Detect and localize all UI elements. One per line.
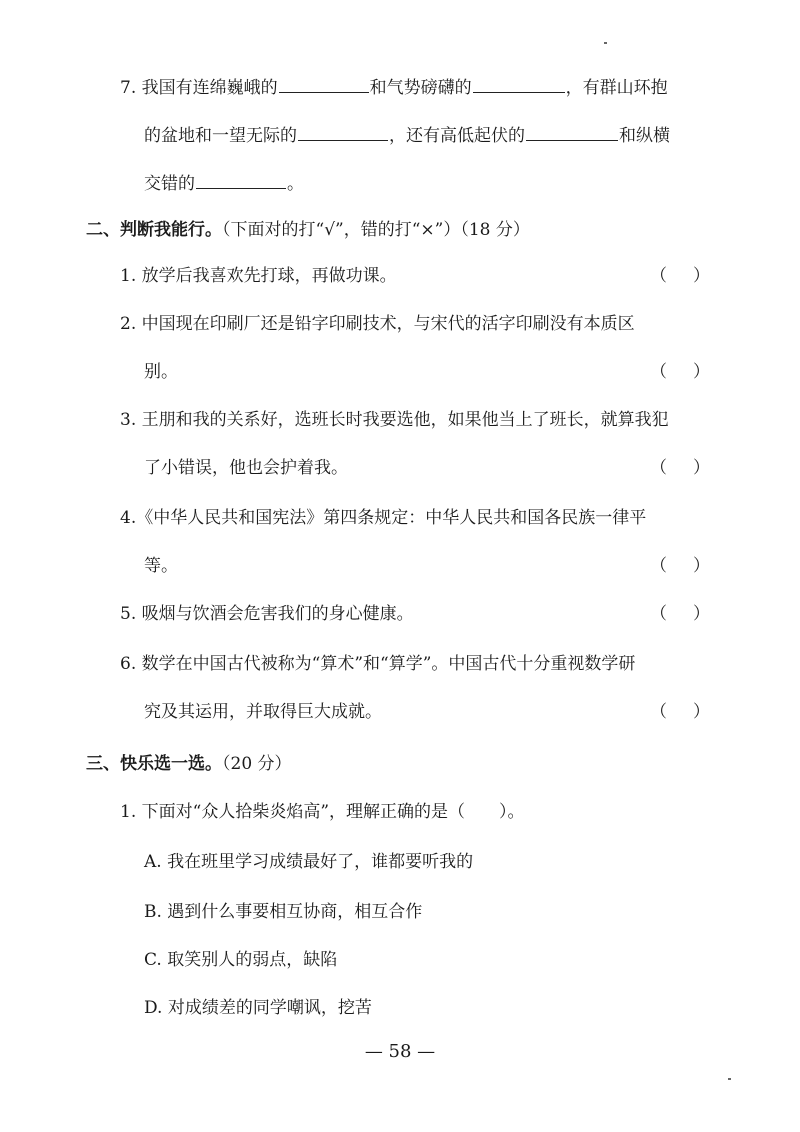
answer-paren[interactable]: （） xyxy=(650,702,736,722)
answer-paren[interactable]: （） xyxy=(650,362,736,382)
q7-text: 交错的 xyxy=(144,174,195,194)
q7-line-2 xyxy=(144,122,670,148)
fill-blank[interactable] xyxy=(526,122,618,141)
section-2-note: （下面对的打“√”，错的打“×”）（18 分） xyxy=(222,220,530,240)
q7-line-3 xyxy=(144,170,304,196)
q7-text: ，还有高低起伏的 xyxy=(389,126,525,146)
section-3-title: 三、快乐选一选。 xyxy=(86,754,222,774)
judge-item-4: 4.《中华人民共和国宪法》第四条规定：中华人民共和国各民族一律平 xyxy=(120,508,647,528)
judge-item-2: 2. 中国现在印刷厂还是铅字印刷技术，与宋代的活字印刷没有本质区 xyxy=(120,314,635,334)
judge-item-2-cont: 别。 xyxy=(144,362,178,382)
scan-speck xyxy=(728,1078,731,1080)
fill-blank[interactable] xyxy=(298,122,388,141)
section-2-title: 二、判断我能行。 xyxy=(86,220,222,240)
fill-blank[interactable] xyxy=(196,170,286,189)
judge-item-6: 6. 数学在中国古代被称为“算术”和“算学”。中国古代十分重视数学研 xyxy=(120,654,636,674)
judge-item-4-cont: 等。 xyxy=(144,556,178,576)
judge-item-6-cont: 究及其运用，并取得巨大成就。 xyxy=(144,702,382,722)
q7-text: 7. 我国有连绵巍峨的 xyxy=(120,78,278,98)
section-2-heading xyxy=(86,218,530,242)
q7-text: 和气势磅礴的 xyxy=(369,78,472,98)
choice-option-a[interactable]: A. 我在班里学习成绩最好了，谁都要听我的 xyxy=(144,852,474,872)
answer-paren[interactable]: （） xyxy=(650,556,736,576)
q7-text: 的盆地和一望无际的 xyxy=(144,126,297,146)
page-number: — 58 — xyxy=(364,1041,436,1062)
fill-blank[interactable] xyxy=(279,74,369,93)
q7-line-1 xyxy=(120,74,668,100)
choice-question-stem: 1. 下面对“众人拾柴炎焰高”，理解正确的是（ ）。 xyxy=(120,802,525,822)
choice-option-b[interactable]: B. 遇到什么事要相互协商，相互合作 xyxy=(144,902,423,922)
choice-option-c[interactable]: C. 取笑别人的弱点，缺陷 xyxy=(144,950,338,970)
judge-item-1: 1. 放学后我喜欢先打球，再做功课。 xyxy=(120,266,397,286)
q7-text: 和纵横 xyxy=(619,126,670,146)
answer-paren[interactable]: （） xyxy=(650,604,736,624)
answer-paren[interactable]: （） xyxy=(650,458,736,478)
judge-item-5: 5. 吸烟与饮酒会危害我们的身心健康。 xyxy=(120,604,414,624)
q7-text: ，有群山环抱 xyxy=(565,78,668,98)
judge-item-3: 3. 王朋和我的关系好，选班长时我要选他，如果他当上了班长，就算我犯 xyxy=(120,410,669,430)
q7-text: 。 xyxy=(287,174,304,194)
choice-option-d[interactable]: D. 对成绩差的同学嘲讽，挖苦 xyxy=(144,998,372,1018)
section-3-heading xyxy=(86,752,292,776)
judge-item-3-cont: 了小错误，他也会护着我。 xyxy=(144,458,348,478)
answer-paren[interactable]: （） xyxy=(650,266,736,286)
fill-blank[interactable] xyxy=(473,74,565,93)
scan-speck xyxy=(604,42,607,44)
section-3-note: （20 分） xyxy=(222,754,292,774)
